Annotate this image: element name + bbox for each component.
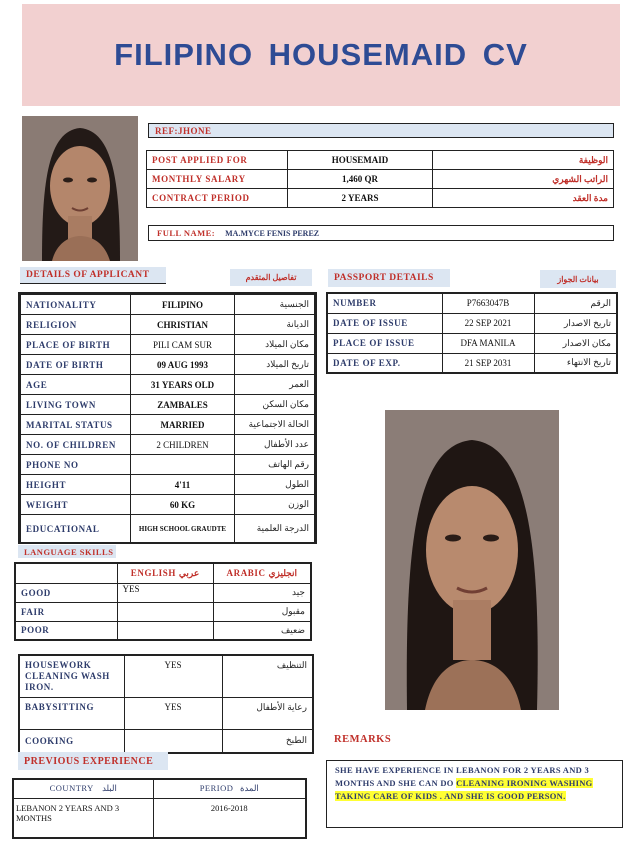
experience-col-period-arabic: المدة — [240, 783, 259, 794]
applicant-header-arabic-label: تفاصيل المتقدم — [245, 273, 297, 282]
applicant-value: HIGH SCHOOL GRAUDTE — [131, 515, 235, 543]
job-value: HOUSEMAID — [288, 151, 433, 170]
passport-arabic: مكان الاصدار — [534, 333, 617, 353]
table-row — [21, 355, 315, 375]
skills-table — [18, 654, 314, 754]
passport-value: 22 SEP 2021 — [442, 313, 534, 333]
applicant-header — [20, 267, 166, 284]
applicant-value: 31 YEARS OLD — [131, 375, 235, 395]
language-english-value — [117, 602, 213, 621]
table-row — [327, 293, 617, 313]
applicant-value: ZAMBALES — [131, 395, 235, 415]
table-row — [15, 602, 311, 621]
applicant-arabic: عدد الأطفال — [235, 435, 315, 455]
experience-col-country — [13, 779, 153, 798]
skill-arabic: الطبخ — [222, 729, 313, 753]
passport-arabic: تاريخ الانتهاء — [534, 353, 617, 373]
job-label: MONTHLY SALARY — [147, 170, 288, 189]
remarks-highlight: CLEANING IRONING WASHING TAKING CARE OF KIDS . AND SHE IS GOOD PERSON. — [335, 778, 593, 801]
applicant-arabic: الحالة الاجتماعية — [235, 415, 315, 435]
job-arabic: الراتب الشهري — [433, 170, 614, 189]
applicant-label: PLACE OF BIRTH — [21, 335, 131, 355]
language-col-arabic-label: ARABIC — [226, 567, 266, 578]
skill-value — [124, 729, 222, 753]
ref-code: REF:JHONE — [155, 125, 212, 136]
table-row — [19, 729, 313, 753]
language-level-arabic: مقبول — [213, 602, 311, 621]
applicant-arabic: الدرجة العلمية — [235, 515, 315, 543]
job-label: POST APPLIED FOR — [147, 151, 288, 170]
language-header-label: LANGUAGE SKILLS — [24, 546, 114, 557]
job-value: 2 YEARS — [288, 189, 433, 208]
applicant-arabic: العمر — [235, 375, 315, 395]
table-row — [147, 151, 614, 170]
applicant-value: MARRIED — [131, 415, 235, 435]
experience-col-country-label: COUNTRY — [49, 783, 94, 794]
passport-label: DATE OF ISSUE — [327, 313, 442, 333]
applicant-arabic: الطول — [235, 475, 315, 495]
table-row — [21, 295, 315, 315]
full-name-value: MA.MYCE FENIS PEREZ — [225, 228, 320, 238]
language-level-label: POOR — [15, 621, 117, 640]
job-arabic: الوظيفة — [433, 151, 614, 170]
applicant-arabic: مكان السكن — [235, 395, 315, 415]
table-row — [21, 475, 315, 495]
passport-header-label: PASSPORT DETAILS — [334, 273, 434, 283]
applicant-label: LIVING TOWN — [21, 395, 131, 415]
experience-col-period-label: PERIOD — [199, 783, 234, 794]
passport-value: P7663047B — [442, 293, 534, 313]
table-row — [21, 415, 315, 435]
language-col-arabic-arabic: انجليزي — [268, 567, 297, 578]
table-row — [21, 315, 315, 335]
applicant-label: HEIGHT — [21, 475, 131, 495]
language-header — [18, 545, 116, 558]
applicant-label: MARITAL STATUS — [21, 415, 131, 435]
language-corner-cell — [15, 563, 117, 583]
applicant-value: 60 KG — [131, 495, 235, 515]
language-level-arabic: ضعيف — [213, 621, 311, 640]
language-level-label: GOOD — [15, 583, 117, 602]
passport-header-arabic-label: بيانات الجواز — [557, 274, 599, 284]
skill-label: BABYSITTING — [19, 697, 124, 729]
table-row — [15, 621, 311, 640]
applicant-header-label: DETAILS OF APPLICANT — [26, 270, 150, 280]
applicant-arabic: الجنسية — [235, 295, 315, 315]
job-label: CONTRACT PERIOD — [147, 189, 288, 208]
experience-period: 2016-2018 — [153, 798, 306, 838]
applicant-arabic: الديانة — [235, 315, 315, 335]
applicant-value: 2 CHILDREN — [131, 435, 235, 455]
page-title: FILIPINO HOUSEMAID CV — [114, 37, 528, 72]
applicant-value: FILIPINO — [131, 295, 235, 315]
language-level-arabic: جيد — [213, 583, 311, 602]
face-image — [22, 116, 138, 261]
applicant-value: CHRISTIAN — [131, 315, 235, 335]
job-arabic: مدة العقد — [433, 189, 614, 208]
job-value: 1,460 QR — [288, 170, 433, 189]
table-row — [19, 655, 313, 697]
skill-arabic: رعاية الأطفال — [222, 697, 313, 729]
applicant-label: RELIGION — [21, 315, 131, 335]
passport-label: PLACE OF ISSUE — [327, 333, 442, 353]
language-table — [14, 562, 312, 641]
applicant-label: PHONE NO — [21, 455, 131, 475]
table-row — [15, 583, 311, 602]
table-row — [21, 515, 315, 543]
language-col-english-label: ENGLISH — [130, 567, 176, 578]
table-row — [327, 333, 617, 353]
applicant-arabic: تاريخ الميلاد — [235, 355, 315, 375]
language-level-label: FAIR — [15, 602, 117, 621]
face-image — [385, 410, 559, 710]
applicant-table — [20, 294, 315, 543]
table-row — [21, 455, 315, 475]
applicant-label: EDUCATIONAL — [21, 515, 131, 543]
applicant-label: WEIGHT — [21, 495, 131, 515]
table-row — [147, 170, 614, 189]
table-row — [147, 189, 614, 208]
remarks-text: SHE HAVE EXPERIENCE IN LEBANON FOR 2 YEARS AND 3 MONTHS AND SHE CAN DO — [335, 765, 590, 788]
language-col-arabic — [213, 563, 311, 583]
language-col-english — [117, 563, 213, 583]
applicant-value: 4'11 — [131, 475, 235, 495]
table-row — [21, 495, 315, 515]
applicant-photo-small — [22, 116, 138, 261]
passport-label: DATE OF EXP. — [327, 353, 442, 373]
skill-value: YES — [124, 697, 222, 729]
skill-label: COOKING — [19, 729, 124, 753]
passport-arabic: الرقم — [534, 293, 617, 313]
table-row — [21, 335, 315, 355]
full-name-label: FULL NAME: — [157, 228, 216, 238]
passport-arabic: تاريخ الاصدار — [534, 313, 617, 333]
ref-bar — [148, 123, 614, 138]
applicant-arabic: مكان الميلاد — [235, 335, 315, 355]
passport-label: NUMBER — [327, 293, 442, 313]
remarks-header: REMARKS — [334, 734, 392, 745]
applicant-value: 09 AUG 1993 — [131, 355, 235, 375]
table-row — [21, 395, 315, 415]
language-english-value: YES — [117, 583, 213, 602]
language-english-value — [117, 621, 213, 640]
table-row — [15, 563, 311, 583]
applicant-label: AGE — [21, 375, 131, 395]
experience-country: LEBANON 2 YEARS AND 3 MONTHS — [13, 798, 153, 838]
passport-header-arabic — [540, 270, 616, 288]
table-row — [327, 353, 617, 373]
skill-value: YES — [124, 655, 222, 697]
passport-header — [328, 269, 450, 287]
applicant-value: PILI CAM SUR — [131, 335, 235, 355]
experience-header — [18, 752, 168, 770]
skill-arabic: التنظيف — [222, 655, 313, 697]
passport-table — [326, 292, 618, 374]
job-table — [146, 150, 614, 208]
applicant-label: DATE OF BIRTH — [21, 355, 131, 375]
experience-col-country-arabic: البلد — [102, 783, 117, 794]
table-row — [21, 435, 315, 455]
applicant-arabic: الوزن — [235, 495, 315, 515]
table-row — [13, 798, 306, 838]
title-banner — [22, 4, 620, 106]
passport-value: DFA MANILA — [442, 333, 534, 353]
skill-label: HOUSEWORK CLEANING WASH IRON. — [19, 655, 124, 697]
experience-header-label: PREVIOUS EXPERIENCE — [24, 755, 154, 767]
remarks-box — [326, 760, 623, 828]
table-row — [21, 375, 315, 395]
passport-value: 21 SEP 2031 — [442, 353, 534, 373]
table-row — [19, 697, 313, 729]
applicant-value — [131, 455, 235, 475]
table-row — [13, 779, 306, 798]
full-name-bar — [148, 225, 614, 241]
experience-table — [12, 778, 307, 839]
language-col-english-arabic: عربي — [178, 567, 200, 578]
applicant-label: NO. OF CHILDREN — [21, 435, 131, 455]
applicant-label: NATIONALITY — [21, 295, 131, 315]
table-row — [327, 313, 617, 333]
experience-col-period — [153, 779, 306, 798]
applicant-arabic: رقم الهاتف — [235, 455, 315, 475]
applicant-header-arabic — [230, 269, 312, 286]
applicant-photo-large — [385, 410, 559, 710]
